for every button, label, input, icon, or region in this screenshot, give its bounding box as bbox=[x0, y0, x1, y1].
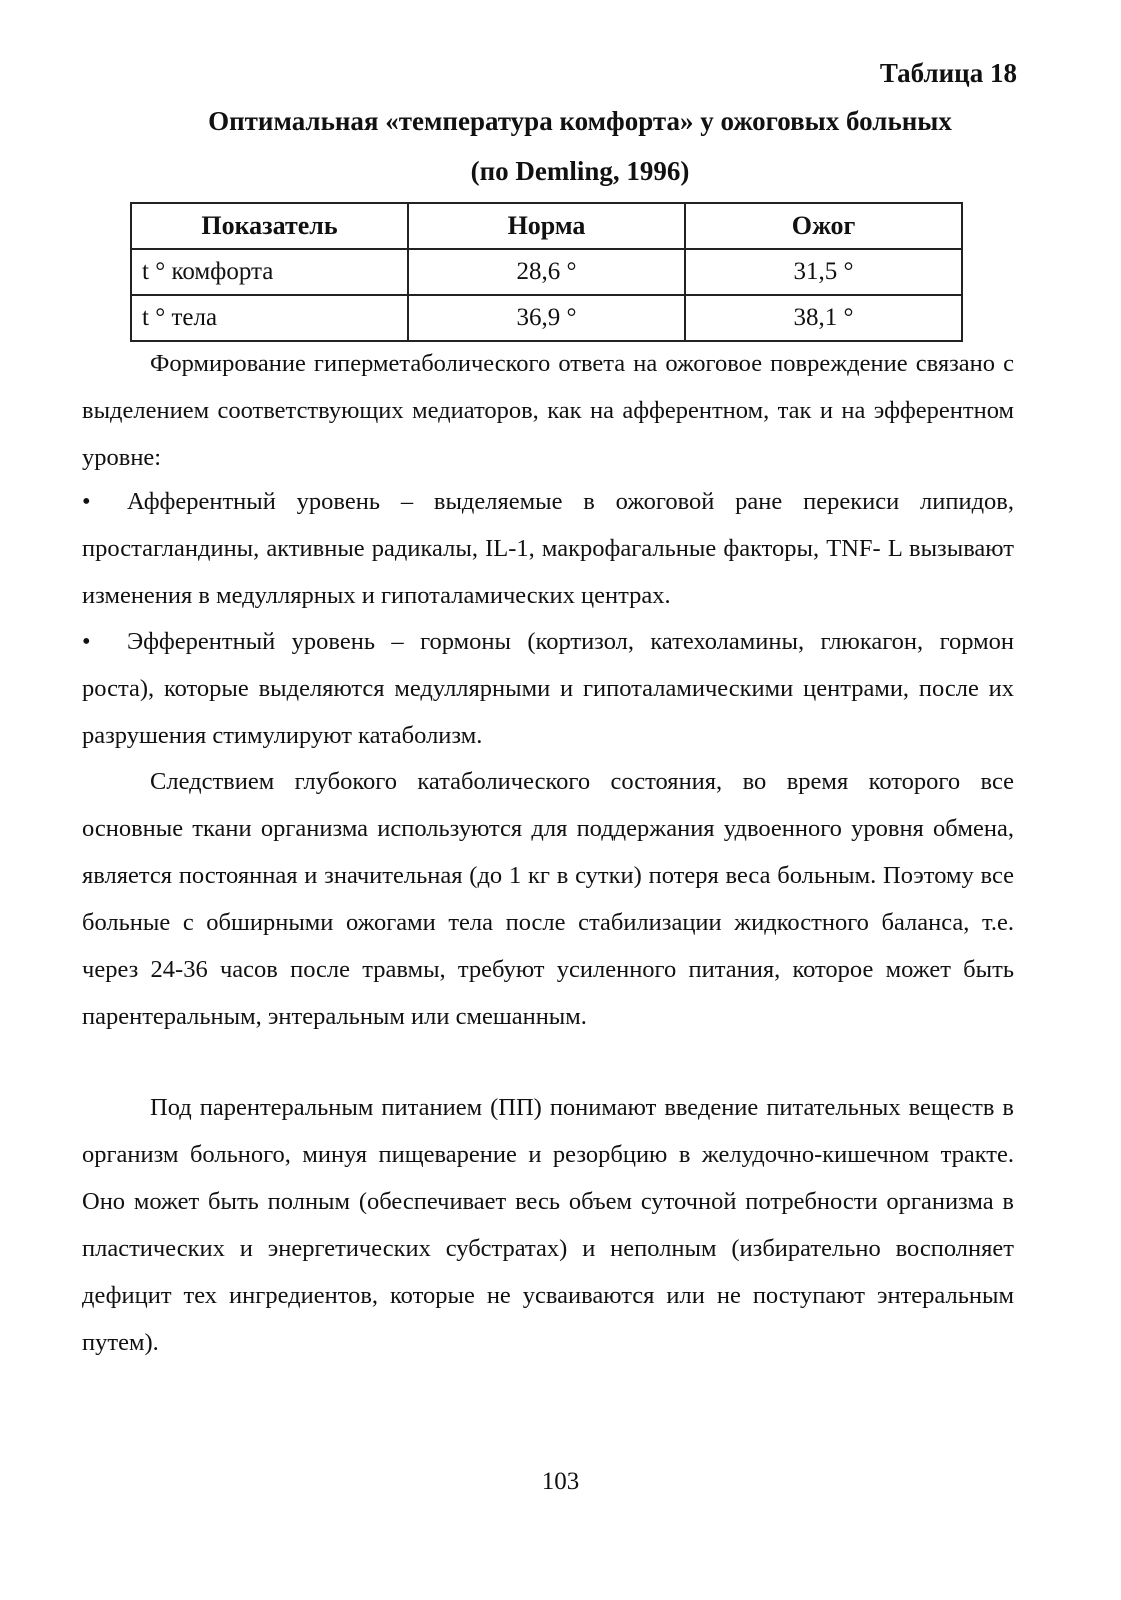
table-row bbox=[131, 295, 962, 341]
table-label: Таблица 18 bbox=[879, 58, 1017, 88]
bullet-efferent bbox=[82, 618, 1014, 759]
table-source: (по Demling, 1996) bbox=[470, 156, 690, 186]
table-cell: t ° тела bbox=[131, 295, 408, 341]
table-cell: t ° комфорта bbox=[131, 249, 408, 295]
bullet-text: Эфферентный уровень – гормоны (кортизол, катехоламины, глюкагон, гормон роста), которые выделяются медуллярными и гипоталамическими центрами, после их разрушения стимулируют катаболизм. bbox=[82, 628, 1014, 749]
paragraph-catabolic-state: Следствием глубокого катаболического состояния, во время которого все основные ткани организма используются для поддержания удвоенного уровня обмена, является постоянная и значительная (до 1 кг в сутки) потеря веса больным. Поэтому все больные с обширными ожогами тела после стабилизации жидкостного баланса, т.е. через 24-36 часов после травмы, требуют усиленного питания, которое может быть парентеральным, энтеральным или смешанным. bbox=[82, 768, 1014, 1030]
table-cell: 31,5 ° bbox=[685, 249, 962, 295]
paragraph-parenteral-nutrition: Под парентеральным питанием (ПП) понимают введение питательных веществ в организм больного, минуя пищеварение и резорбцию в желудочно-кишечном тракте. Оно может быть полным (обеспечивает весь объем суточной потребности организма в пластических и энергетических субстратах) и неполным (избирательно восполняет дефицит тех ингредиентов, которые не усваиваются или не поступают энтеральным путем). bbox=[82, 1094, 1014, 1356]
header-indicator: Показатель bbox=[131, 203, 408, 249]
table-row bbox=[131, 249, 962, 295]
table-cell: 38,1 ° bbox=[685, 295, 962, 341]
table-cell: 28,6 ° bbox=[408, 249, 685, 295]
table-header-row bbox=[131, 203, 962, 249]
comfort-temperature-table bbox=[130, 202, 963, 342]
bullet-afferent bbox=[82, 478, 1014, 619]
header-norm: Норма bbox=[408, 203, 685, 249]
paragraph-hypermetabolic-response: Формирование гиперметаболического ответа на ожоговое повреждение связано с выделением соответствующих медиаторов, как на афферентном, так и на эфферентном уровне: bbox=[82, 350, 1014, 471]
table-title: Оптимальная «температура комфорта» у ожоговых больных bbox=[208, 106, 952, 136]
bullet-icon: • bbox=[82, 628, 91, 655]
page-number: 103 bbox=[541, 1468, 580, 1495]
bullet-icon: • bbox=[82, 488, 91, 515]
bullet-text: Афферентный уровень – выделяемые в ожоговой ране перекиси липидов, простагландины, активные радикалы, IL-1, макрофагальные факторы, TNF- L вызывают изменения в медуллярных и гипоталамических центрах. bbox=[82, 488, 1014, 609]
header-burn: Ожог bbox=[685, 203, 962, 249]
table-cell: 36,9 ° bbox=[408, 295, 685, 341]
